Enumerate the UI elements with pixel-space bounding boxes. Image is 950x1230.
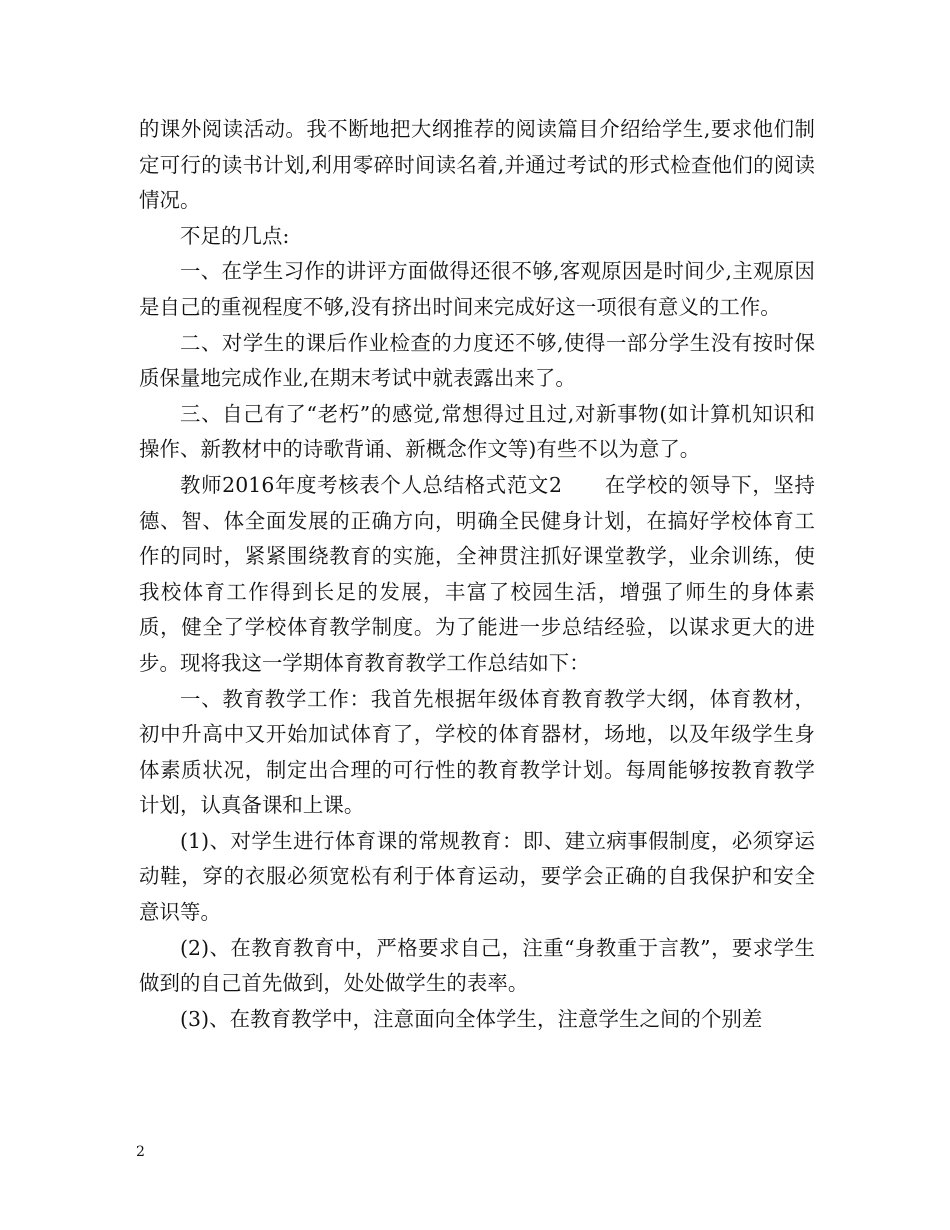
body-text bbox=[139, 112, 815, 1037]
paragraph-6: 教师2016年度考核表个人总结格式范文2 在学校的领导下，坚持德、智、体全面发展的正确方向，明确全民健身计划，在搞好学校体育工作的同时，紧紧围绕教育的实施，全神贯注抓好课堂教学，业余训练，使我校体育工作得到长足的发展，丰富了校园生活，增强了师生的身体素质，健全了学校体育教学制度。为了能进一步总结经验，以谋求更大的进步。现将我这一学期体育教育教学工作总结如下： bbox=[139, 472, 815, 675]
paragraph-4: 二、对学生的课后作业检查的力度还不够,使得一部分学生没有按时保质保量地完成作业,在期末考试中就表露出来了。 bbox=[139, 330, 815, 391]
paragraph-1: 的课外阅读活动。我不断地把大纲推荐的阅读篇目介绍给学生,要求他们制定可行的读书计划,利用零碎时间读名着,并通过考试的形式检查他们的阅读情况。 bbox=[139, 117, 815, 213]
paragraph-9: (2)、在教育教育中，严格要求自己，注重“身教重于言教”，要求学生做到的自己首先做到，处处做学生的表率。 bbox=[139, 935, 815, 996]
paragraph-8: (1)、对学生进行体育课的常规教育：即、建立病事假制度，必须穿运动鞋，穿的衣服必须宽松有利于体育运动，要学会正确的自我保护和安全意识等。 bbox=[139, 828, 815, 925]
paragraph-3: 一、在学生习作的讲评方面做得还很不够,客观原因是时间少,主观原因是自己的重视程度不够,没有挤出时间来完成好这一项很有意义的工作。 bbox=[139, 259, 815, 319]
paragraph-2: 不足的几点: bbox=[180, 223, 290, 248]
paragraph-5: 三、自己有了“老朽”的感觉,常想得过且过,对新事物(如计算机知识和操作、新教材中的诗歌背诵、新概念作文等)有些不以为意了。 bbox=[139, 401, 815, 462]
paragraph-10: (3)、在教育教学中，注意面向全体学生，注意学生之间的个别差 bbox=[180, 1006, 763, 1031]
paragraph-7: 一、教育教学工作：我首先根据年级体育教育教学大纲，体育教材，初中升高中又开始加试体育了，学校的体育器材，场地，以及年级学生身体素质状况，制定出合理的可行性的教育教学计划。每周能够按教育教学计划，认真备课和上课。 bbox=[139, 686, 815, 818]
page-number: 2 bbox=[136, 1144, 145, 1160]
